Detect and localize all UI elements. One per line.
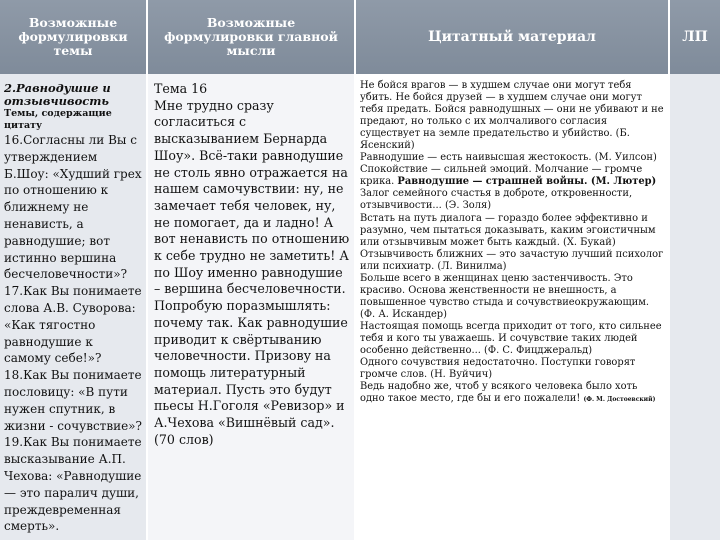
topics-cell bbox=[0, 74, 148, 540]
quote-item: Отзывчивость ближних — это зачастую лучший психолог или психиатр. (Л. Винилма) bbox=[360, 248, 664, 272]
quote-item: Больше всего в женщинах ценю застенчивость. Это красиво. Основа женственности не внешность, а повышенное чувство стыда и сочувствиеокружающим. (Ф. А. Искандер) bbox=[360, 272, 650, 320]
main-idea-cell bbox=[148, 74, 356, 540]
lp-cell bbox=[670, 74, 720, 540]
topic-subtitle: Темы, содержащие цитату bbox=[4, 108, 112, 131]
topic-title: 2.Равнодушие и отзывчивость bbox=[4, 81, 111, 108]
topic-question: 18.Как Вы понимаете пословицу: «В пути нужен спутник, в жизни - сочувствие»? bbox=[4, 368, 142, 433]
header-quote-material: Цитатный материал bbox=[356, 0, 670, 74]
quote-item: Залог семейного счастья в доброте, откровенности, отзывчивости... (Э. Золя) bbox=[360, 188, 633, 212]
quote-item: Настоящая помощь всегда приходит от того, кто сильнее тебя и кого ты уважаешь. И сочувствие таких людей особенно действенно... (Ф. С. Фицджеральд) bbox=[360, 320, 662, 357]
main-idea-text: Мне трудно сразу согласиться с высказыванием Бернарда Шоу». Всё-таки равнодушие не столь явно отражается на нашем самочувствии: ну, не замечает тебя человек, ну, не помогает, да и ладно! А вот ненависть по отношению к себе трудно не заметить! А по Шоу именно равнодушие – вершина бесчеловечности. Попробую поразмышлять: почему так. Как равнодушие приводит к свёртыванию человечности. Призову на помощь литературный материал. Пусть это будут пьесы Н.Гоголя «Ревизор» и А.Чехова «Вишнёвый сад». (70 слов) bbox=[154, 97, 350, 447]
main-idea-title: Тема 16 bbox=[154, 81, 208, 96]
topic-question: 16.Согласны ли Вы с утверждением Б.Шоу: «Худший грех по отношению к ближнему не ненависть, а равнодушие; вот истинно вершина бесчеловечности»? bbox=[4, 133, 142, 282]
header-topic-formulations: Возможные формулировки темы bbox=[0, 0, 148, 74]
topic-question: 17.Как Вы понимаете слова А.В. Суворова: «Как тягостно равнодушие к самому себе!»? bbox=[4, 284, 142, 366]
topic-question: 19.Как Вы понимаете высказывание А.П. Чехова: «Равнодушие — это паралич души, преждевременная смерть». bbox=[4, 435, 142, 534]
quote-author: (Ф. М. Достоевский) bbox=[583, 396, 656, 404]
header-lp: ЛП bbox=[670, 0, 720, 74]
quote-bold-text: Равнодушие — страшней войны. (М. Лютер) bbox=[397, 176, 657, 188]
quote-item bbox=[360, 164, 664, 188]
quote-item: Встать на путь диалога — гораздо более эффективно и разумно, чем пытаться доказывать, каким эгоистичным или отзывчивым может быть каждый. (Х. Букай) bbox=[360, 212, 656, 248]
quote-item: Одного сочувствия недостаточно. Поступки говорят громче слов. (Н. Вуйчич) bbox=[360, 357, 636, 381]
quotes-cell bbox=[356, 74, 670, 540]
quote-item bbox=[360, 381, 664, 406]
quote-item: Равнодушие — есть наивысшая жестокость. (М. Уилсон) bbox=[360, 152, 657, 164]
header-main-idea: Возможные формулировки главной мысли bbox=[148, 0, 356, 74]
quote-text: Ведь надобно же, чтоб у всякого человека было хоть одно такое место, где бы и его пожалели! bbox=[360, 381, 638, 405]
quote-text: Спокойствие — сильней эмоций. Молчание — громче крика. bbox=[360, 164, 643, 188]
quote-item: Не бойся врагов — в худшем случае они могут тебя убить. Не бойся друзей — в худшем случае они могут тебя предать. Бойся равнодушных — они не убивают и не предают, но только с их молчаливого согласия существует на земле предательство и убийство. (Б. Ясенский) bbox=[360, 80, 664, 152]
